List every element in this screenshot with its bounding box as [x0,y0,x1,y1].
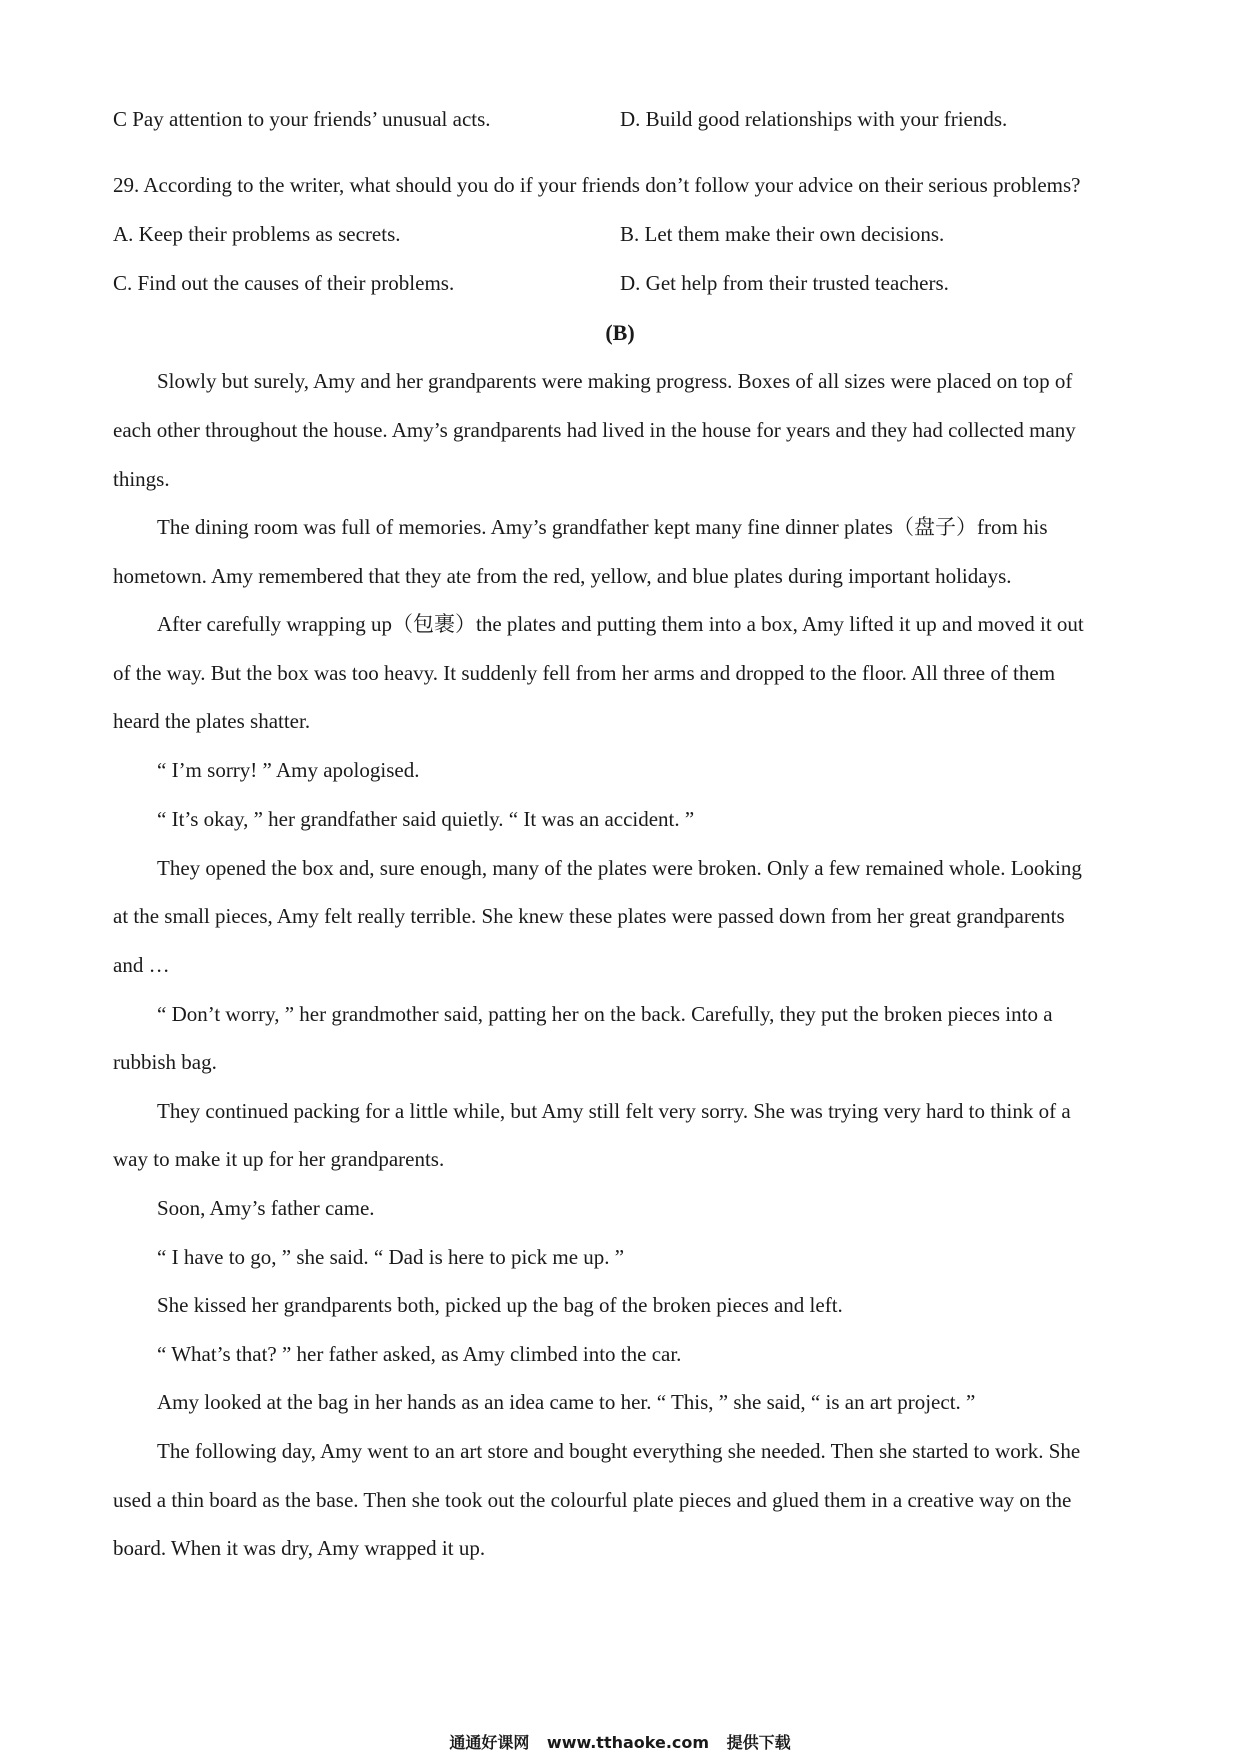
passage-line: Slowly but surely, Amy and her grandparents were making progress. Boxes of all sizes were placed on top of [157,369,1073,393]
passage-line: Soon, Amy’s father came. [157,1196,375,1220]
passage-line: They continued packing for a little while, but Amy still felt very sorry. She was trying very hard to think of a [157,1099,1071,1123]
question-29-option-c: C. Find out the causes of their problems. [113,271,455,295]
question-29-stem: 29. According to the writer, what should you do if your friends don’t follow your advice on their serious problems? [113,173,1081,197]
passage-line: The following day, Amy went to an art store and bought everything she needed. Then she started to work. She [157,1439,1081,1463]
passage-line: The dining room was full of memories. Amy’s grandfather kept many fine dinner plates（盘子）from his [157,515,1048,539]
passage-line: at the small pieces, Amy felt really terrible. She knew these plates were passed down from her great grandparents [113,904,1065,928]
passage-line: rubbish bag. [113,1050,217,1074]
passage-line: “ It’s okay, ” her grandfather said quietly. “ It was an accident. ” [157,807,695,831]
passage-line: board. When it was dry, Amy wrapped it up. [113,1536,486,1560]
footer-site-name: 通通好课网 [449,1733,530,1752]
passage-line: each other throughout the house. Amy’s grandparents had lived in the house for years and they had collected many [113,418,1076,442]
passage-line: Amy looked at the bag in her hands as an idea came to her. “ This, ” she said, “ is an art project. ” [157,1390,976,1414]
passage-line: heard the plates shatter. [113,709,311,733]
passage-line: They opened the box and, sure enough, many of the plates were broken. Only a few remained whole. Looking [157,856,1082,880]
question-29-option-d: D. Get help from their trusted teachers. [620,271,949,295]
option-c-previous: C Pay attention to your friends’ unusual acts. [113,107,491,131]
passage-line: and … [113,953,170,977]
page-footer [0,1733,1240,1753]
passage-line: After carefully wrapping up（包裹）the plates and putting them into a box, Amy lifted it up and moved it out [157,612,1084,636]
section-b-heading: (B) [605,320,635,345]
passage-line: hometown. Amy remembered that they ate from the red, yellow, and blue plates during important holidays. [113,564,1012,588]
passage-line: She kissed her grandparents both, picked up the bag of the broken pieces and left. [157,1293,843,1317]
passage-line: of the way. But the box was too heavy. It suddenly fell from her arms and dropped to the floor. All three of them [113,661,1056,685]
passage-line: “ Don’t worry, ” her grandmother said, patting her on the back. Carefully, they put the broken pieces into a [157,1002,1053,1026]
passage-line: way to make it up for her grandparents. [113,1147,445,1171]
passage-line: things. [113,467,170,491]
option-d-previous: D. Build good relationships with your friends. [620,107,1008,131]
footer-note: 提供下载 [726,1733,791,1752]
passage-line: “ I have to go, ” she said. “ Dad is here to pick me up. ” [157,1245,625,1269]
passage-line: “ I’m sorry! ” Amy apologised. [157,758,420,782]
passage-line: “ What’s that? ” her father asked, as Amy climbed into the car. [157,1342,682,1366]
question-29-option-b: B. Let them make their own decisions. [620,222,945,246]
footer-url[interactable]: www.tthaoke.com [546,1733,710,1752]
question-29-option-a: A. Keep their problems as secrets. [113,222,401,246]
passage-line: used a thin board as the base. Then she took out the colourful plate pieces and glued them in a creative way on the [113,1488,1072,1512]
